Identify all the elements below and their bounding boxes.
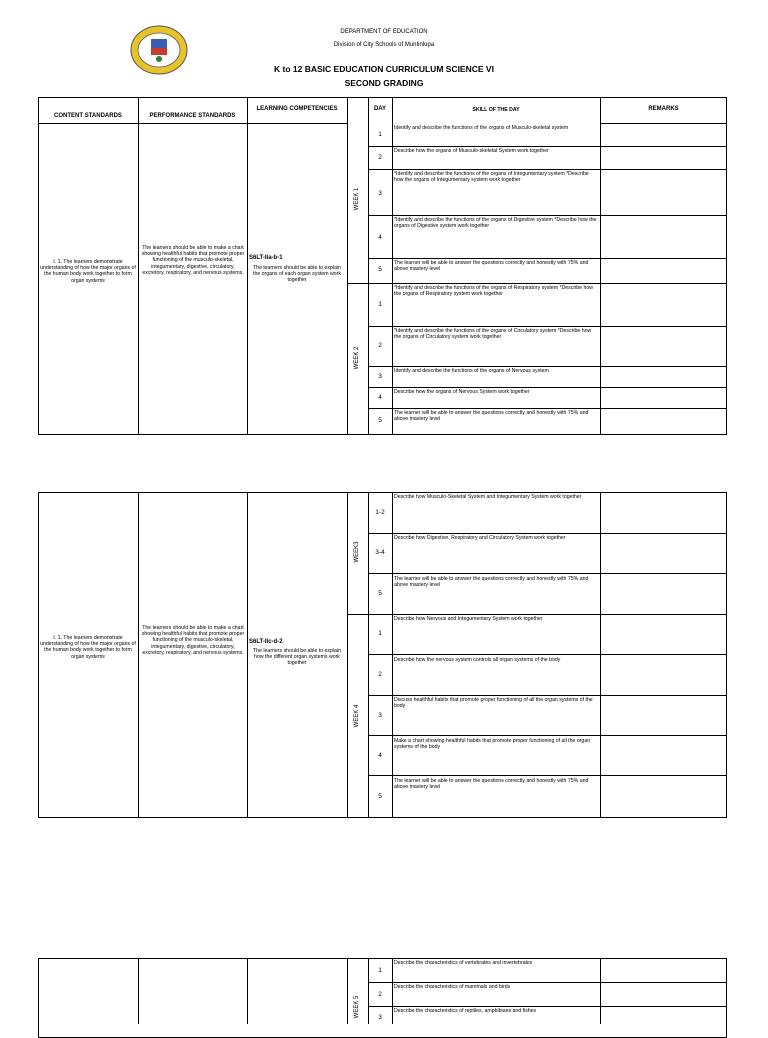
col-header-content-standards: CONTENT STANDARDS — [54, 113, 122, 119]
skill-text: Describe the characteristics of vertebrates and invertebrates — [394, 960, 533, 966]
day-number: 1 — [378, 630, 382, 637]
day-number: 1 — [378, 967, 382, 974]
skill-text: Describe how Nervous and Integumentary System work together — [394, 616, 543, 622]
skill-text: Discuss healthful habits that promote proper functioning of all the organ systems of the body — [394, 697, 593, 710]
skill-text: The learner will be able to answer the questions correctly and honestly with 75% and above mastery level — [394, 778, 589, 791]
performance-standard-text: The learners should be able to make a chart showing healthful habits that promote proper functioning of the musculo-skeletal, integumentary, digestive, circulatory, excretory, respiratory, and nervous systems. — [141, 245, 245, 276]
day-number: 5 — [378, 266, 382, 273]
skill-text: Describe the characteristics of mammals and birds — [394, 984, 511, 990]
competency-text: The learners should be able to explain the organs of each organ system work together — [253, 265, 341, 284]
content-standard-text: I. 1. The learners demonstrate understanding of how the major organs of the human body work together to form organ systems — [40, 635, 136, 660]
day-number: 2 — [378, 342, 382, 349]
skill-text: *Identify and describe the functions of the organs of Integumentary system *Describe how the organs of Integumentary system work together — [394, 171, 589, 184]
skill-text: The learner will be able to answer the questions correctly and honestly with 75% and above mastery level — [394, 410, 589, 423]
day-number: 3 — [378, 712, 382, 719]
day-number: 5 — [378, 590, 382, 597]
week-label: WEEK 5 — [354, 995, 360, 1019]
col-header-day: DAY — [373, 106, 387, 112]
skill-text: *Identify and describe the functions of the organs of Circulatory system *Describe how the organs of Circulatory system work together — [394, 328, 592, 341]
day-number: 1 — [378, 301, 382, 308]
skill-text: Describe how Musculo-Skeletal System and Integumentary System work together — [394, 494, 582, 500]
week-label: WEEK 1 — [354, 187, 360, 211]
skill-text: Describe how the organs of Musculo-skeletal System work together — [394, 148, 549, 154]
skill-text: The learner will be able to answer the questions correctly and honestly with 75% and above mastery level — [394, 260, 589, 273]
skill-text: Describe how the organs of Nervous System work together — [394, 389, 530, 395]
skill-text: *Identify and describe the functions of the organs of Digestive system *Describe how the organs of Digestive system work together — [394, 217, 597, 230]
day-number: 2 — [378, 154, 382, 161]
col-header-remarks: REMARKS — [648, 106, 679, 112]
skill-text: Describe the characteristics of reptiles, amphibians and fishes — [394, 1008, 537, 1014]
day-number: 3-4 — [375, 549, 385, 556]
day-number: 4 — [378, 234, 382, 241]
day-number: 2 — [378, 991, 382, 998]
week-label: WEEK 2 — [354, 346, 360, 370]
day-number: 1 — [378, 131, 382, 138]
col-header-skill-of-the-day: SKILL OF THE DAY — [472, 107, 520, 113]
grading-period: SECOND GRADING — [344, 78, 424, 88]
skill-text: Describe how Digestive, Respiratory and Circulatory System work together — [394, 535, 566, 541]
performance-standard-text: The learners should be able to make a chart showing healthful habits that promote proper functioning of the musculo-skeletal, integumentary, digestive, circulatory, excretory, respiratory, and nervous systems. — [141, 625, 245, 656]
skill-text: Make a chart showing healthful habits that promote proper functioning of all the organ systems of the body — [394, 738, 591, 751]
skill-text: *Identify and describe the functions of the organs of Respiratory system *Describe how the organs of Respiratory system work together — [394, 285, 593, 298]
col-header-learning-competencies: LEARNING COMPETENCIES — [256, 106, 338, 112]
day-number: 4 — [378, 394, 382, 401]
day-number: 2 — [378, 671, 382, 678]
day-number: 3 — [378, 190, 382, 197]
day-number: 3 — [378, 373, 382, 380]
division-name: Division of City Schools of Muntinlupa — [333, 42, 435, 48]
content-standard-text: I. 1. The learners demonstrate understanding of how the major organs of the human body work together to form organ systems — [40, 259, 136, 284]
department-name: DEPARTMENT OF EDUCATION — [340, 29, 428, 35]
skill-text: Identify and describe the functions of the organs of Musculo-skeletal system — [394, 125, 569, 131]
competency-code: S6LT-IIc-d-2 — [249, 639, 283, 645]
skill-text: Identify and describe the functions of the organs of Nervous system — [394, 368, 549, 374]
week-label: WEEK 4 — [354, 704, 360, 728]
week-label: WEEK3 — [354, 541, 360, 563]
col-header-performance-standards: PERFORMANCE STANDARDS — [149, 113, 236, 119]
skill-text: The learner will be able to answer the questions correctly and honestly with 75% and above mastery level — [394, 576, 589, 589]
day-number: 4 — [378, 752, 382, 759]
day-number: 5 — [378, 417, 382, 424]
document-title: K to 12 BASIC EDUCATION CURRICULUM SCIENCE VI — [274, 64, 494, 74]
day-number: 3 — [378, 1014, 382, 1021]
day-number: 5 — [378, 793, 382, 800]
day-number: 1-2 — [375, 509, 385, 516]
competency-text: The learners should be able to explain how the different organ systems work together — [253, 648, 341, 667]
competency-code: S6LT-IIa-b-1 — [249, 255, 283, 261]
skill-text: Describe how the nervous system controls all organ systems of the body — [394, 657, 561, 663]
